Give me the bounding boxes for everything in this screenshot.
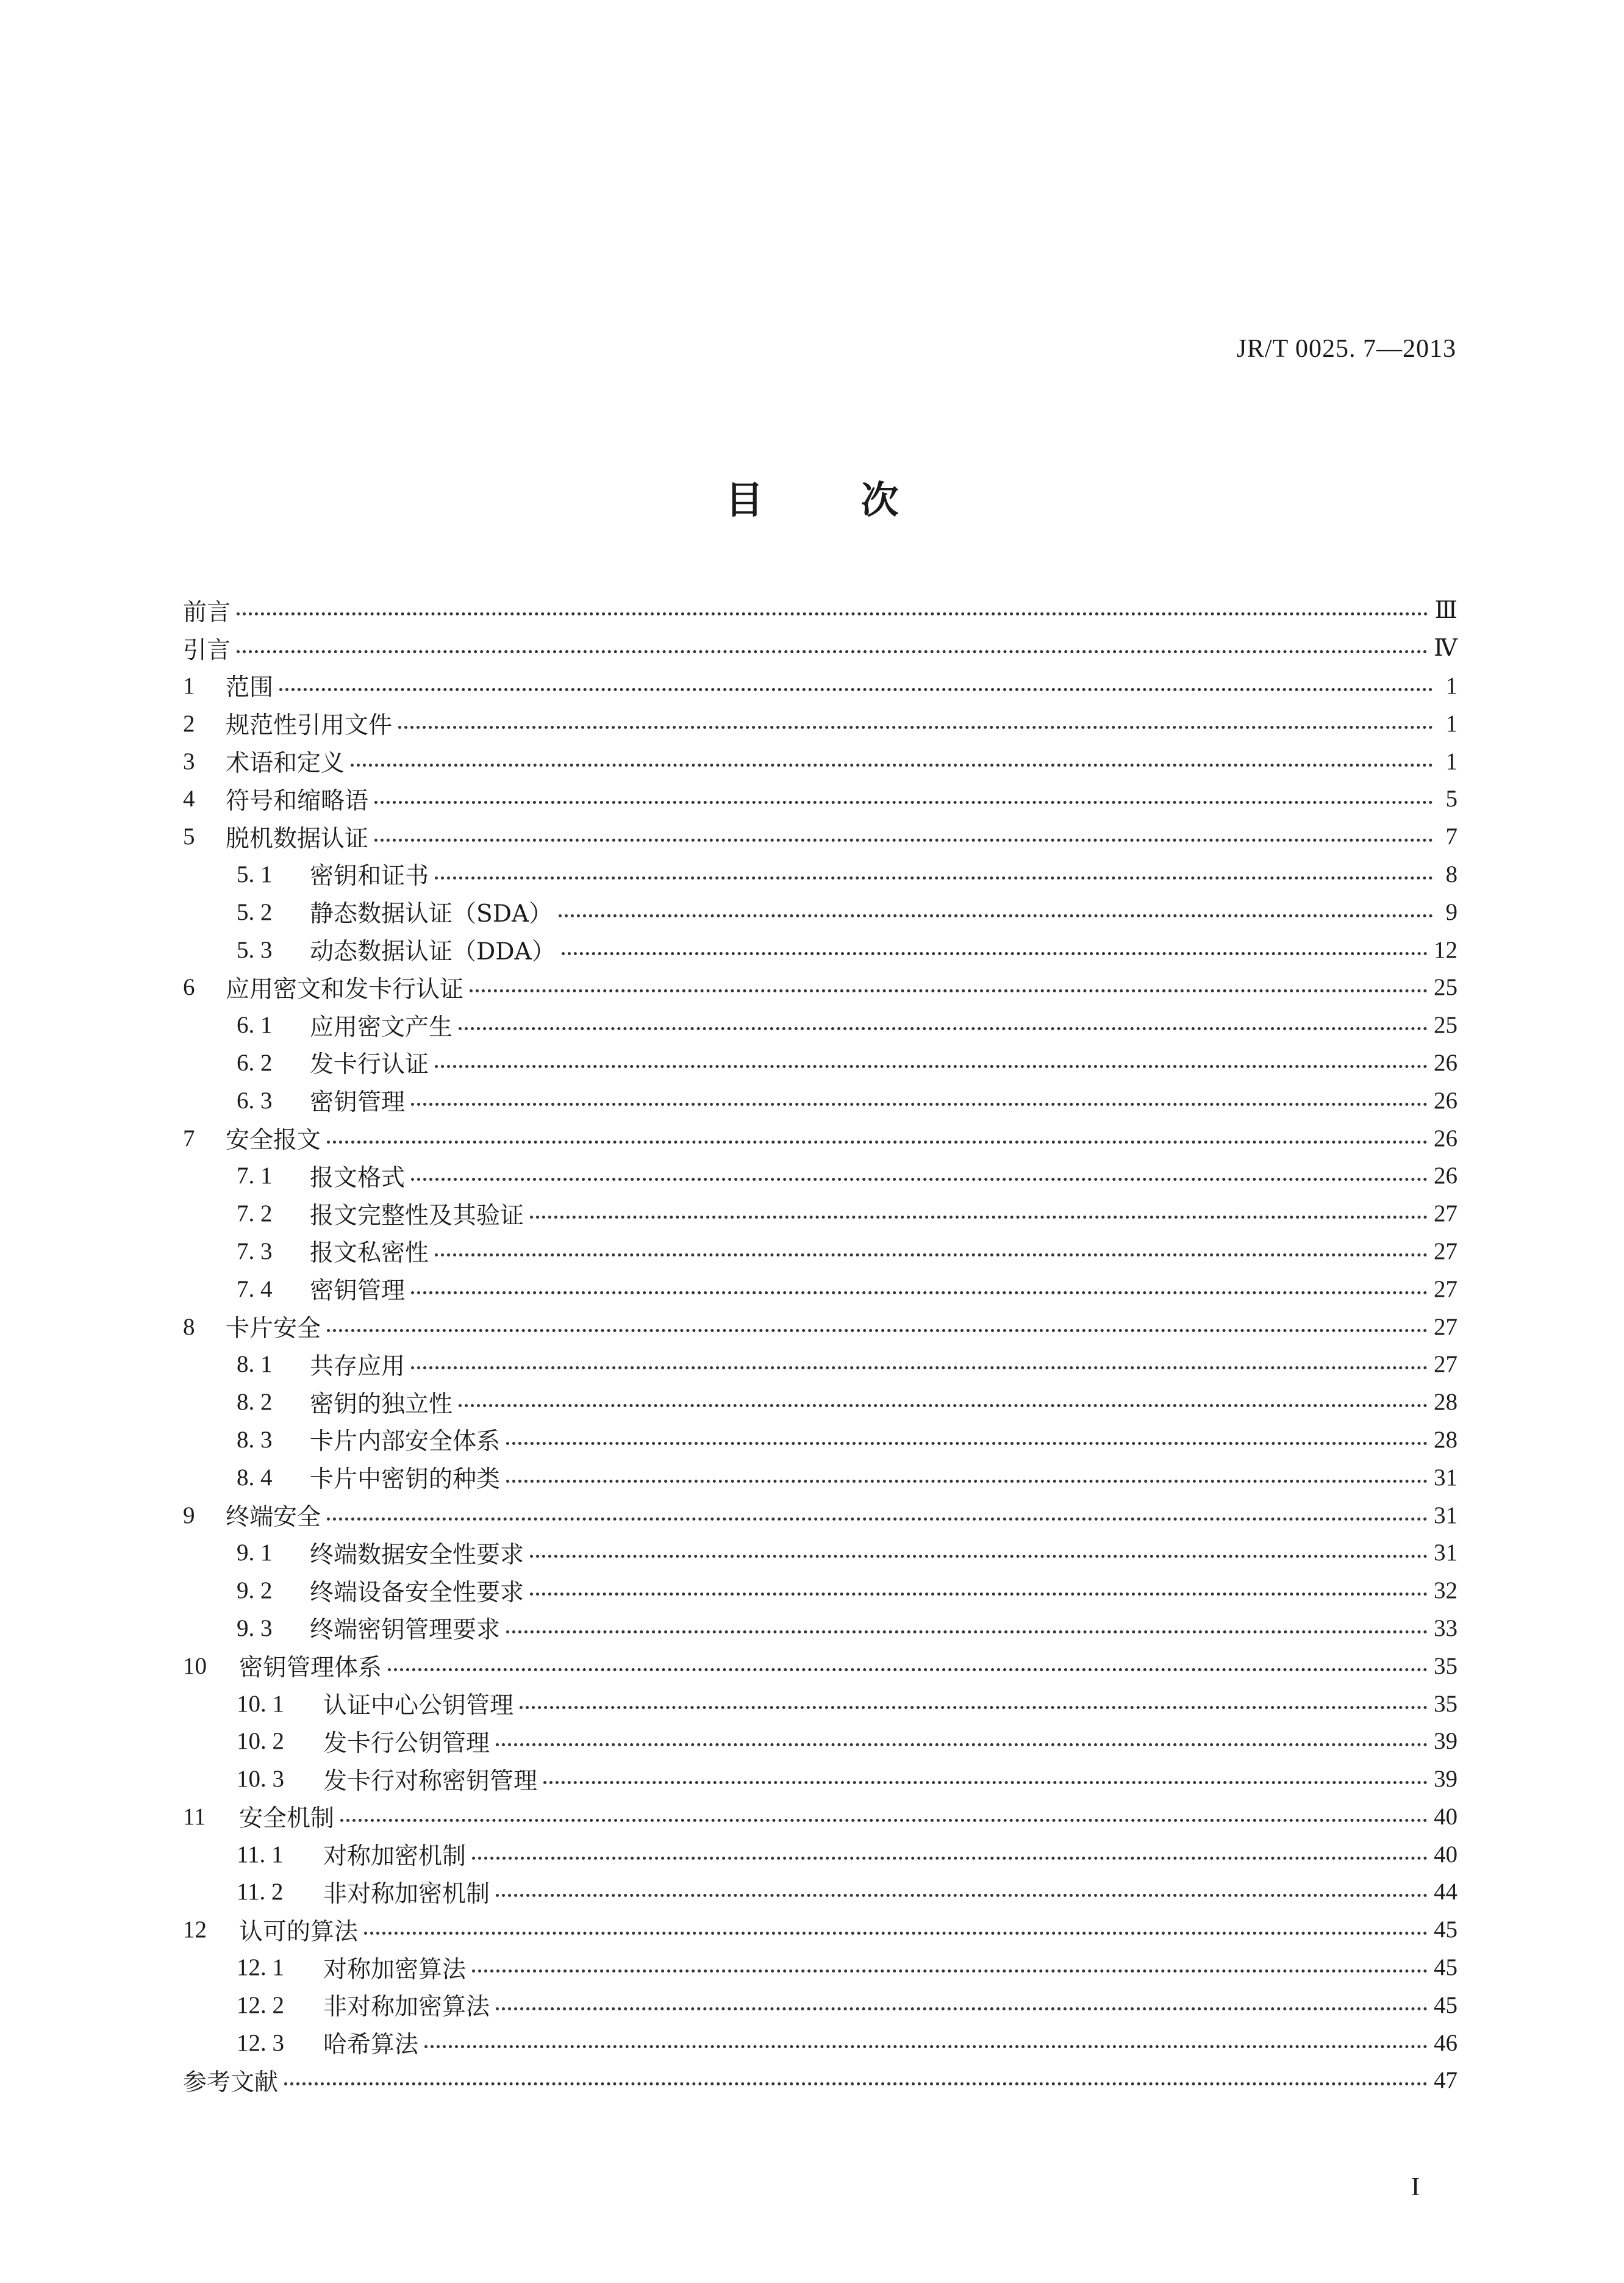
toc-entry-title: 哈希算法 xyxy=(323,2031,419,2059)
toc-entry-number: 12. 2 xyxy=(237,1991,284,2018)
toc-entry-page: 28 xyxy=(1434,1389,1458,1416)
toc-entry-number: 9. 2 xyxy=(237,1577,273,1604)
toc-entry[interactable] xyxy=(183,667,1458,705)
toc-leader-dots xyxy=(411,1178,1428,1181)
toc-entry-title: 参考文献 xyxy=(183,2068,279,2096)
toc-leader-dots xyxy=(364,1932,1428,1935)
toc-entry[interactable] xyxy=(183,893,1458,931)
toc-leader-dots xyxy=(327,1141,1428,1144)
toc-entry-page: 26 xyxy=(1434,1163,1458,1189)
toc-leader-dots xyxy=(530,1555,1428,1558)
toc-leader-dots xyxy=(327,1329,1428,1332)
toc-entry[interactable] xyxy=(183,1006,1458,1044)
toc-entry[interactable] xyxy=(183,1421,1458,1459)
toc-entry-number: 6. 1 xyxy=(237,1012,273,1039)
toc-entry-page: 27 xyxy=(1434,1275,1458,1302)
toc-leader-dots xyxy=(470,989,1428,992)
toc-entry-page: 27 xyxy=(1434,1200,1458,1227)
toc-entry[interactable] xyxy=(183,931,1458,969)
document-id: JR/T 0025. 7—2013 xyxy=(1236,335,1456,363)
toc-entry-number: 8 xyxy=(183,1313,195,1340)
toc-entry[interactable] xyxy=(183,1534,1458,1572)
toc-entry-title: 对称加密机制 xyxy=(323,1843,467,1871)
toc-entry-title: 共存应用 xyxy=(310,1352,406,1380)
toc-entry[interactable] xyxy=(183,1383,1458,1421)
toc-entry-page: 40 xyxy=(1434,1803,1458,1830)
toc-leader-dots xyxy=(435,1253,1428,1256)
toc-entry-title: 终端密钥管理要求 xyxy=(310,1616,501,1644)
toc-entry-page: 1 xyxy=(1445,748,1458,775)
toc-entry-title: 密钥管理体系 xyxy=(239,1654,382,1682)
toc-entry-title: 报文私密性 xyxy=(310,1239,429,1267)
toc-entry-title: 对称加密算法 xyxy=(323,1955,467,1984)
toc-entry-title: 终端设备安全性要求 xyxy=(310,1579,524,1607)
toc-entry-title: 静态数据认证（SDA） xyxy=(310,900,553,928)
toc-entry-title: 卡片中密钥的种类 xyxy=(310,1466,501,1494)
toc-entry-title: 应用密文产生 xyxy=(310,1013,453,1041)
toc-entry-page: 7 xyxy=(1445,823,1458,850)
toc-leader-dots xyxy=(496,2007,1428,2010)
toc-entry-number: 7. 2 xyxy=(237,1200,273,1227)
toc-entry-number: 12. 1 xyxy=(237,1954,284,1981)
toc-entry[interactable] xyxy=(183,818,1458,856)
toc-leader-dots xyxy=(472,1969,1428,1973)
toc-entry[interactable] xyxy=(183,592,1458,629)
toc-entry-page: 27 xyxy=(1434,1313,1458,1340)
toc-entry[interactable] xyxy=(183,1119,1458,1157)
table-of-contents xyxy=(183,592,1458,2099)
toc-entry-title: 发卡行对称密钥管理 xyxy=(323,1767,538,1795)
toc-entry-page: 45 xyxy=(1434,1954,1458,1981)
toc-entry-number: 7. 1 xyxy=(237,1163,273,1189)
toc-entry-page: 26 xyxy=(1434,1125,1458,1152)
toc-leader-dots xyxy=(398,726,1433,729)
toc-entry-page: 1 xyxy=(1445,710,1458,737)
toc-entry[interactable] xyxy=(183,1873,1458,1911)
toc-entry-page: 25 xyxy=(1434,974,1458,1001)
toc-entry-page: 5 xyxy=(1445,786,1458,812)
toc-leader-dots xyxy=(506,1480,1428,1483)
toc-leader-dots xyxy=(340,1819,1428,1822)
toc-entry-number: 11. 2 xyxy=(237,1879,284,1905)
toc-entry-page: 35 xyxy=(1434,1690,1458,1717)
toc-entry-number: 5. 3 xyxy=(237,936,273,963)
toc-entry-number: 12. 3 xyxy=(237,2029,284,2056)
toc-entry[interactable] xyxy=(183,1081,1458,1119)
toc-entry-title: 规范性引用文件 xyxy=(226,712,393,740)
toc-leader-dots xyxy=(459,1404,1428,1407)
toc-leader-dots xyxy=(237,650,1428,653)
toc-entry[interactable] xyxy=(183,1949,1458,1987)
toc-leader-dots xyxy=(284,2082,1428,2085)
toc-entry-page: 31 xyxy=(1434,1539,1458,1566)
toc-entry[interactable] xyxy=(183,1647,1458,1685)
toc-entry-page: 26 xyxy=(1434,1087,1458,1114)
toc-entry[interactable] xyxy=(183,629,1458,667)
toc-entry-page: 31 xyxy=(1434,1464,1458,1491)
toc-entry-title: 应用密文和发卡行认证 xyxy=(226,975,464,1003)
toc-entry-number: 9. 1 xyxy=(237,1539,273,1566)
toc-leader-dots xyxy=(351,764,1433,767)
toc-leader-dots xyxy=(506,1442,1428,1445)
toc-entry-number: 10. 3 xyxy=(237,1766,284,1793)
toc-leader-dots xyxy=(388,1668,1428,1671)
toc-entry[interactable] xyxy=(183,780,1458,818)
toc-leader-dots xyxy=(237,612,1428,615)
toc-entry-number: 7. 3 xyxy=(237,1238,273,1264)
toc-entry-number: 10. 2 xyxy=(237,1728,284,1755)
toc-entry[interactable] xyxy=(183,1496,1458,1534)
toc-entry-title: 密钥的独立性 xyxy=(310,1390,453,1418)
toc-entry-page: 25 xyxy=(1434,1012,1458,1039)
toc-entry-title: 范围 xyxy=(226,674,274,702)
toc-entry-number: 8. 1 xyxy=(237,1351,273,1378)
toc-entry[interactable] xyxy=(183,1195,1458,1233)
toc-entry-number: 5. 1 xyxy=(237,861,273,887)
toc-entry-title: 安全报文 xyxy=(226,1127,321,1155)
toc-leader-dots xyxy=(435,1065,1428,1068)
toc-leader-dots xyxy=(520,1706,1428,1709)
toc-entry[interactable] xyxy=(183,1346,1458,1383)
toc-entry-number: 9. 3 xyxy=(237,1615,273,1641)
toc-leader-dots xyxy=(327,1518,1428,1521)
toc-entry-title: 脱机数据认证 xyxy=(226,825,369,853)
toc-entry-number: 10. 1 xyxy=(237,1690,284,1717)
toc-entry[interactable] xyxy=(183,742,1458,780)
toc-leader-dots xyxy=(559,914,1433,917)
toc-entry-page: 33 xyxy=(1434,1615,1458,1641)
toc-entry-number: 11 xyxy=(183,1803,206,1830)
toc-entry-title: 报文完整性及其验证 xyxy=(310,1202,524,1230)
toc-entry-title: 认可的算法 xyxy=(239,1918,359,1946)
toc-leader-dots xyxy=(374,801,1433,804)
toc-entry-title: 报文格式 xyxy=(310,1164,406,1192)
toc-leader-dots xyxy=(411,1366,1428,1369)
toc-entry[interactable] xyxy=(183,704,1458,742)
toc-entry-title: 终端数据安全性要求 xyxy=(310,1541,524,1569)
toc-entry-title: 动态数据认证（DDA） xyxy=(310,938,556,966)
toc-entry-title: 引言 xyxy=(183,636,231,664)
toc-entry[interactable] xyxy=(183,1685,1458,1722)
toc-entry-number: 5 xyxy=(183,823,195,850)
toc-entry-number: 2 xyxy=(183,710,195,737)
toc-entry[interactable] xyxy=(183,1760,1458,1798)
toc-entry-number: 10 xyxy=(183,1652,207,1679)
toc-leader-dots xyxy=(472,1857,1428,1860)
toc-entry-page: Ⅳ xyxy=(1434,635,1458,662)
toc-entry-title: 认证中心公钥管理 xyxy=(323,1692,514,1719)
toc-leader-dots xyxy=(496,1743,1428,1746)
toc-entry-page: 44 xyxy=(1434,1879,1458,1905)
toc-entry-page: 40 xyxy=(1434,1841,1458,1868)
toc-entry[interactable] xyxy=(183,1308,1458,1346)
toc-entry[interactable] xyxy=(183,1233,1458,1271)
toc-entry-number: 8. 3 xyxy=(237,1426,273,1453)
toc-entry-number: 4 xyxy=(183,786,195,812)
toc-entry-title: 发卡行认证 xyxy=(310,1051,429,1079)
toc-entry-title: 非对称加密算法 xyxy=(323,1993,490,2021)
toc-entry-page: 35 xyxy=(1434,1652,1458,1679)
toc-entry[interactable] xyxy=(183,1270,1458,1308)
toc-entry-title: 安全机制 xyxy=(239,1805,335,1833)
toc-entry-page: 27 xyxy=(1434,1351,1458,1378)
page-number: I xyxy=(1411,2173,1420,2201)
toc-entry-page: 47 xyxy=(1434,2067,1458,2094)
toc-entry[interactable] xyxy=(183,1044,1458,1082)
toc-entry-number: 12 xyxy=(183,1916,207,1943)
toc-entry[interactable] xyxy=(183,2024,1458,2062)
toc-leader-dots xyxy=(411,1291,1428,1294)
toc-entry[interactable] xyxy=(183,1458,1458,1496)
toc-leader-dots xyxy=(279,688,1433,691)
toc-entry-title: 密钥管理 xyxy=(310,1089,406,1117)
toc-entry[interactable] xyxy=(183,1986,1458,2024)
toc-entry-number: 11. 1 xyxy=(237,1841,284,1868)
toc-entry-page: 31 xyxy=(1434,1502,1458,1529)
toc-entry-page: 46 xyxy=(1434,2029,1458,2056)
toc-entry-number: 7. 4 xyxy=(237,1275,273,1302)
toc-entry-page: 28 xyxy=(1434,1426,1458,1453)
toc-leader-dots xyxy=(530,1593,1428,1596)
toc-leader-dots xyxy=(459,1027,1428,1030)
toc-entry-title: 密钥和证书 xyxy=(310,862,429,891)
toc-leader-dots xyxy=(530,1216,1428,1219)
toc-entry[interactable] xyxy=(183,1157,1458,1195)
toc-entry[interactable] xyxy=(183,1798,1458,1836)
toc-entry-number: 5. 2 xyxy=(237,898,273,925)
toc-entry-title: 密钥管理 xyxy=(310,1277,406,1305)
toc-entry-number: 8. 2 xyxy=(237,1389,273,1416)
toc-entry[interactable] xyxy=(183,969,1458,1006)
toc-entry-title: 卡片安全 xyxy=(226,1315,321,1343)
toc-entry-number: 8. 4 xyxy=(237,1464,273,1491)
toc-leader-dots xyxy=(506,1630,1428,1633)
toc-entry-page: 39 xyxy=(1434,1728,1458,1755)
toc-entry[interactable] xyxy=(183,1835,1458,1873)
toc-entry-number: 6 xyxy=(183,974,195,1001)
toc-entry-number: 3 xyxy=(183,748,195,775)
toc-entry-title: 非对称加密机制 xyxy=(323,1880,490,1908)
toc-leader-dots xyxy=(562,952,1428,955)
toc-entry-title: 终端安全 xyxy=(226,1503,321,1532)
toc-entry-title: 前言 xyxy=(183,598,231,626)
toc-entry-title: 术语和定义 xyxy=(226,750,345,778)
toc-entry-number: 1 xyxy=(183,672,195,699)
toc-entry[interactable] xyxy=(183,1911,1458,1949)
toc-title: 目次 xyxy=(725,478,996,522)
toc-entry[interactable] xyxy=(183,1572,1458,1610)
toc-leader-dots xyxy=(424,2045,1428,2048)
toc-entry-page: 32 xyxy=(1434,1577,1458,1604)
toc-entry-page: 45 xyxy=(1434,1916,1458,1943)
toc-entry-number: 6. 2 xyxy=(237,1049,273,1076)
toc-leader-dots xyxy=(435,876,1433,880)
toc-entry-number: 9 xyxy=(183,1502,195,1529)
toc-entry-number: 6. 3 xyxy=(237,1087,273,1114)
toc-leader-dots xyxy=(374,839,1433,842)
toc-entry-number: 7 xyxy=(183,1125,195,1152)
toc-entry-page: 27 xyxy=(1434,1238,1458,1264)
toc-leader-dots xyxy=(543,1781,1428,1784)
toc-entry[interactable] xyxy=(183,1610,1458,1647)
toc-entry-page: 26 xyxy=(1434,1049,1458,1076)
toc-entry-page: Ⅲ xyxy=(1434,597,1458,624)
toc-leader-dots xyxy=(411,1103,1428,1106)
toc-entry-page: 45 xyxy=(1434,1991,1458,2018)
toc-entry-page: 9 xyxy=(1445,898,1458,925)
toc-entry-page: 8 xyxy=(1445,861,1458,887)
toc-entry-page: 12 xyxy=(1434,936,1458,963)
toc-entry-page: 39 xyxy=(1434,1766,1458,1793)
toc-entry-title: 发卡行公钥管理 xyxy=(323,1729,490,1757)
toc-entry-title: 卡片内部安全体系 xyxy=(310,1428,501,1456)
toc-entry[interactable] xyxy=(183,856,1458,894)
toc-entry-page: 1 xyxy=(1445,672,1458,699)
toc-entry[interactable] xyxy=(183,2062,1458,2099)
toc-entry[interactable] xyxy=(183,1722,1458,1760)
toc-entry-title: 符号和缩略语 xyxy=(226,787,369,815)
toc-leader-dots xyxy=(496,1894,1428,1897)
